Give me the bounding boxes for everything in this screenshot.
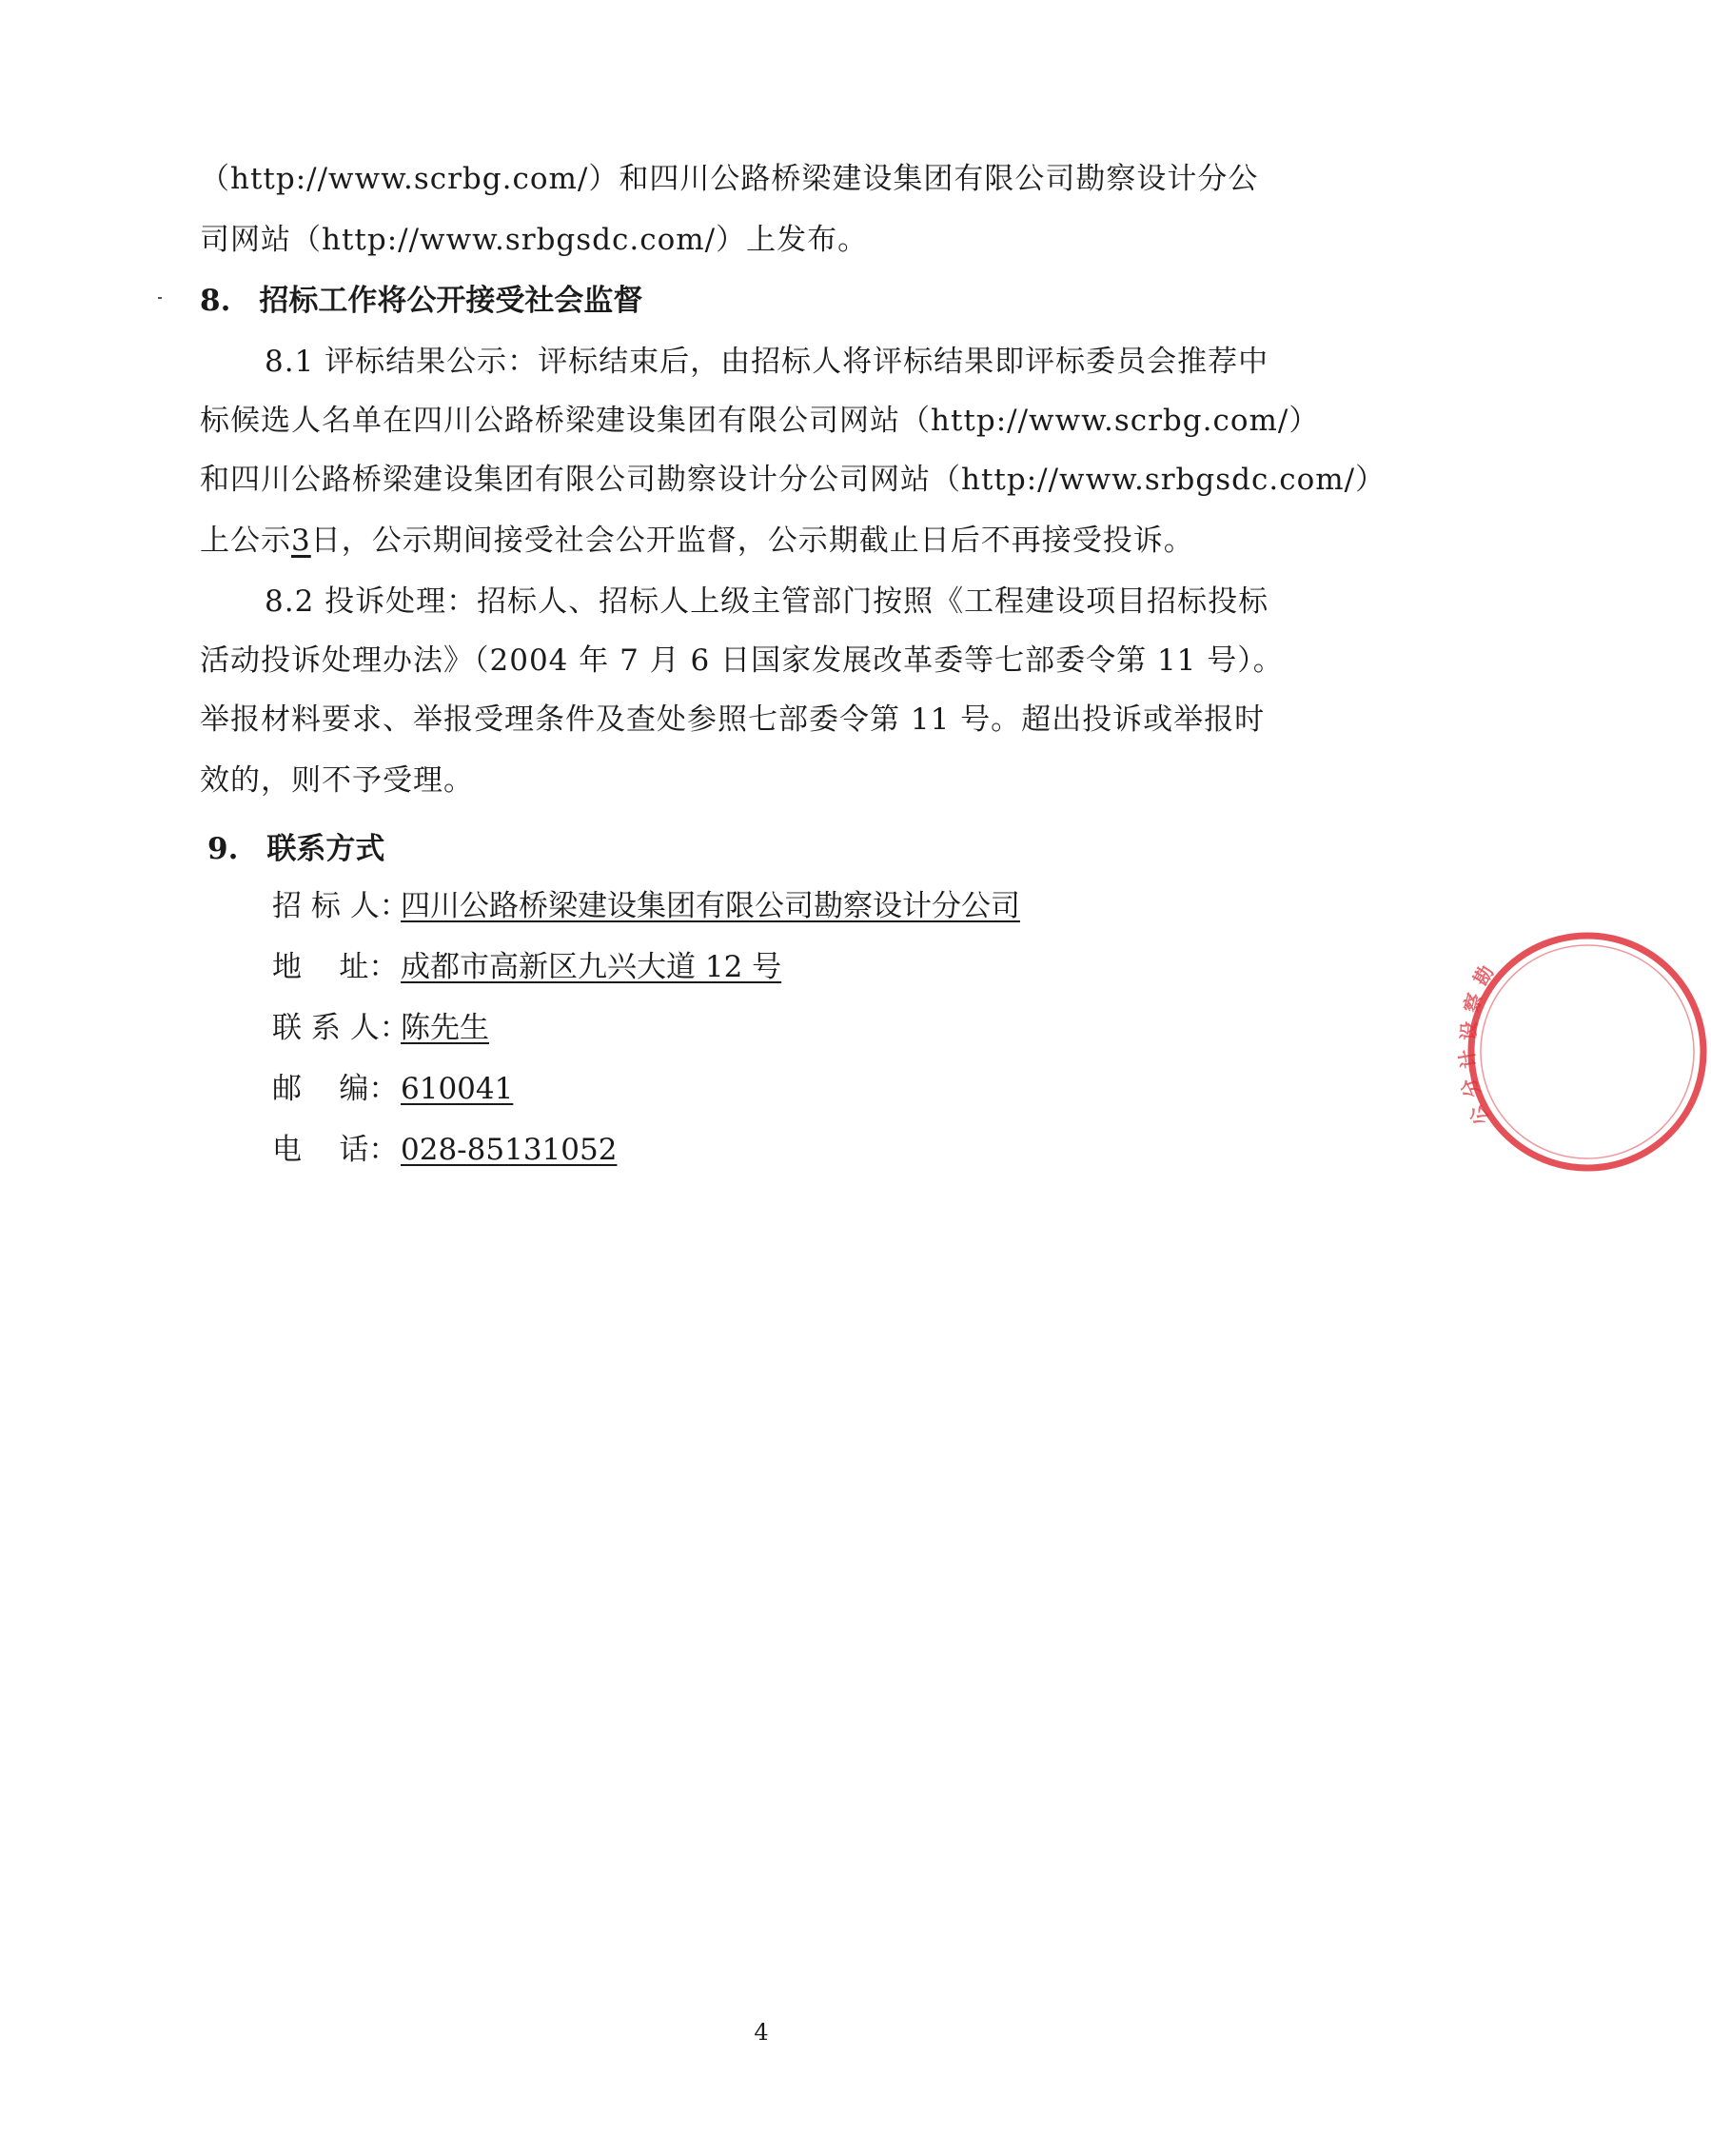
contact-value: 成都市高新区九兴大道 12 号 <box>401 950 782 984</box>
contact-value: 028-85131052 <box>401 1133 618 1167</box>
contact-row-tenderer <box>272 887 1020 925</box>
contact-label: 联 系 人： <box>272 1011 409 1045</box>
scan-mark <box>158 297 162 299</box>
contact-row-phone <box>272 1131 617 1169</box>
svg-text:察: 察 <box>1459 990 1487 1016</box>
section-title: 招标工作将公开接受社会监督 <box>259 284 643 318</box>
paragraph-line: 8.2 投诉处理：招标人、招标人上级主管部门按照《工程建设项目招标投标 <box>265 584 1269 619</box>
contact-label: 邮 编： <box>272 1072 399 1106</box>
company-seal-stamp <box>1454 928 1711 1176</box>
contact-row-address <box>272 948 781 986</box>
svg-text:计: 计 <box>1454 1047 1481 1071</box>
contact-value: 陈先生 <box>401 1011 489 1045</box>
paragraph-line: 8.1 评标结果公示：评标结束后，由招标人将评标结果即评标委员会推荐中 <box>265 345 1269 379</box>
paragraph-line: 举报材料要求、举报受理条件及查处参照七部委令第 11 号。超出投诉或举报时 <box>200 702 1266 737</box>
contact-row-postcode <box>272 1070 513 1108</box>
section-title: 联系方式 <box>266 832 385 866</box>
contact-row-contact-person <box>272 1009 489 1047</box>
page-number: 4 <box>754 2019 769 2046</box>
svg-text:勘: 勘 <box>1468 961 1499 990</box>
paragraph-line: 司网站（http://www.srbgsdc.com/）上发布。 <box>200 223 869 257</box>
section-8-heading <box>200 282 642 320</box>
svg-text:分: 分 <box>1456 1074 1485 1102</box>
section-number: 8. <box>200 284 231 318</box>
text-fragment: 上公示 <box>200 524 291 558</box>
paragraph-line: 和四川公路桥梁建设集团有限公司勘察设计分公司网站（http://www.srbgsdc.com/） <box>200 463 1386 497</box>
paragraph-line: 标候选人名单在四川公路桥梁建设集团有限公司网站（http://www.scrbg.com/） <box>200 404 1320 438</box>
contact-label: 地 址： <box>272 950 399 984</box>
section-9-heading <box>207 830 384 868</box>
publicity-days: 3 <box>291 524 311 558</box>
contact-label: 招 标 人： <box>272 889 409 923</box>
paragraph-line: 效的，则不予受理。 <box>200 763 474 798</box>
paragraph-line: （http://www.scrbg.com/）和四川公路桥梁建设集团有限公司勘察设计分公 <box>200 162 1259 196</box>
contact-value: 四川公路桥梁建设集团有限公司勘察设计分公司 <box>401 889 1020 923</box>
contact-label: 电 话： <box>272 1133 399 1167</box>
svg-text:公: 公 <box>1464 1100 1494 1130</box>
section-number: 9. <box>207 832 239 866</box>
paragraph-line: 活动投诉处理办法》（2004 年 7 月 6 日国家发展改革委等七部委令第 11 号）。 <box>200 643 1284 678</box>
svg-text:设: 设 <box>1457 1020 1481 1041</box>
paragraph-line <box>200 522 1194 560</box>
contact-value: 610041 <box>401 1072 514 1106</box>
text-fragment: 日，公示期间接受社会公开监督，公示期截止日后不再接受投诉。 <box>310 524 1194 558</box>
